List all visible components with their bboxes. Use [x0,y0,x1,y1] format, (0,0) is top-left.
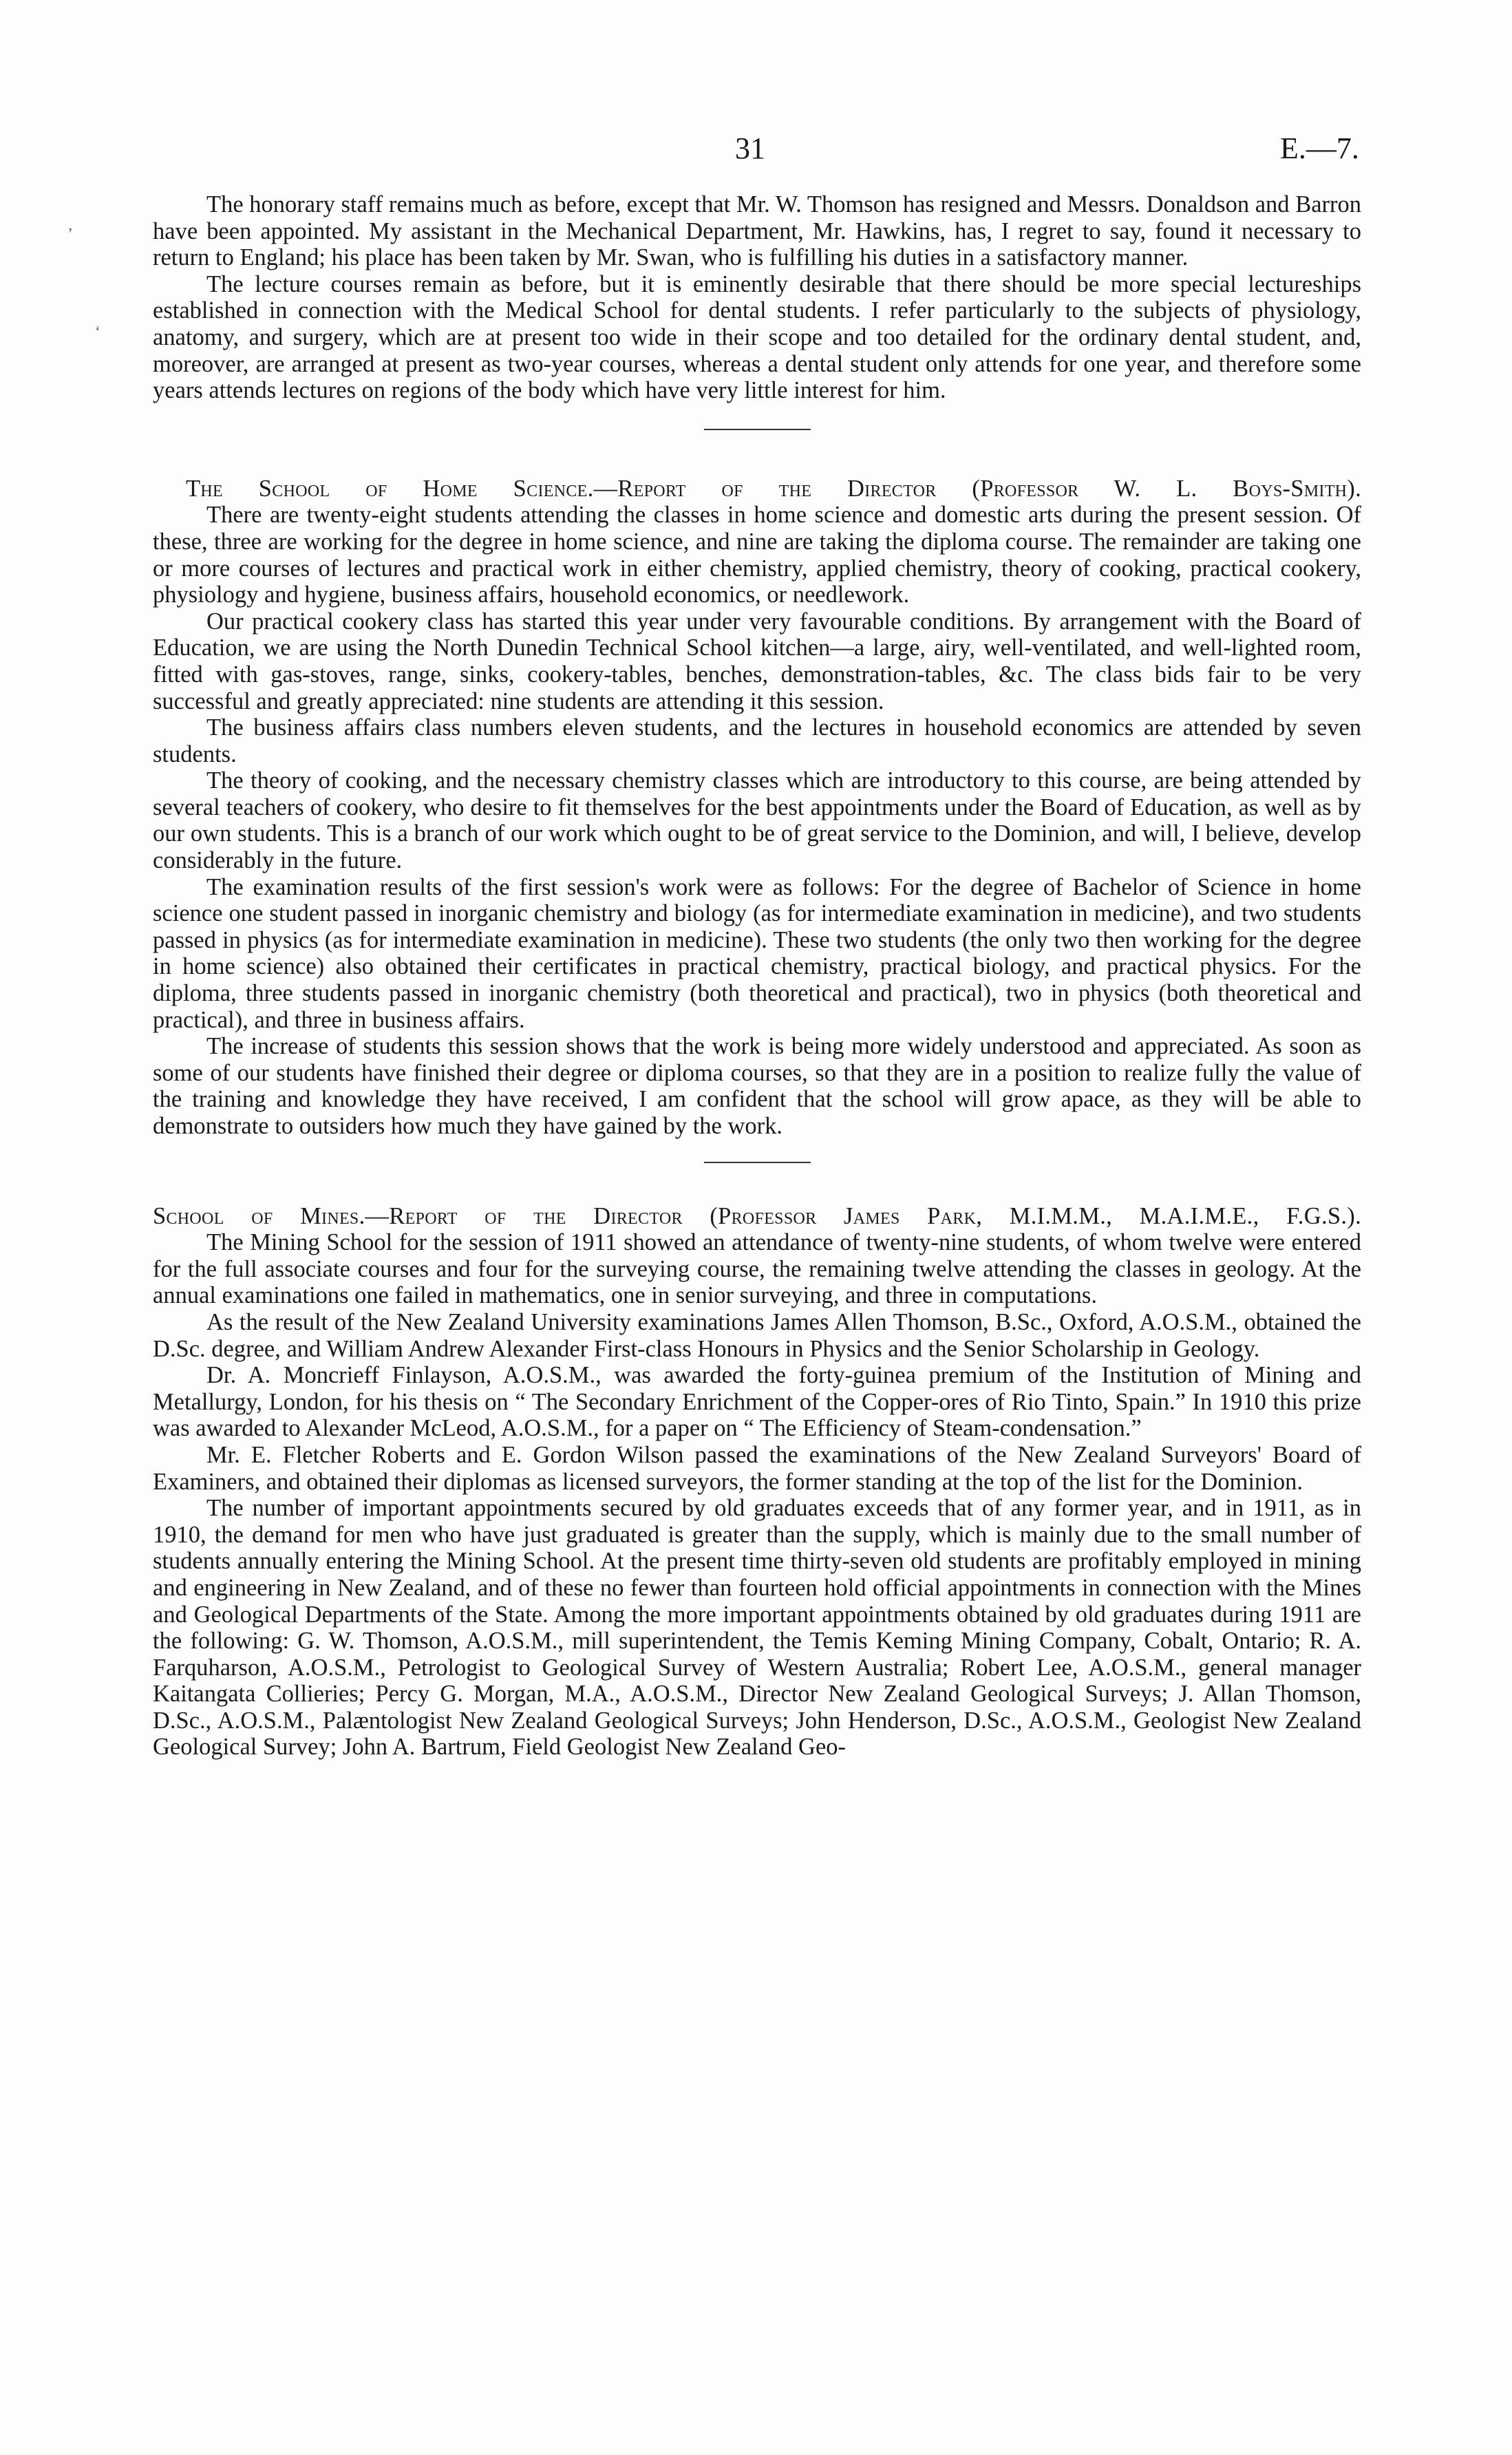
paragraph: The theory of cooking, and the necessary chemistry classes which are introductory to this course, are being attended by several teachers of cookery, who desire to fit themselves for the best appointments under the Board of Education, as well as by our own students. This is a branch of our work which ought to be of great service to the Dominion, and will, I believe, develop considerably in the future. [153,767,1361,874]
school-of-mines-section [153,1203,1361,1761]
paragraph: The business affairs class numbers eleven students, and the lectures in household economics are attended by seven students. [153,714,1361,767]
paragraph: As the result of the New Zealand University examinations James Allen Thomson, B.Sc., Oxford, A.O.S.M., obtained the D.Sc. degree, and William Andrew Alexander First-class Honours in Physics and the Senior Scholarship in Geology. [153,1308,1361,1362]
paragraph: Mr. E. Fletcher Roberts and E. Gordon Wilson passed the examinations of the New Zealand Surveyors' Board of Examiners, and obtained their diplomas as licensed surveyors, the former standing at the top of the list for the Dominion. [153,1441,1361,1495]
section-heading: The School of Home Science.—Report of the Director (Professor W. L. Boys-Smith). [186,475,1361,502]
page-number: 31 [735,131,765,165]
section-heading: School of Mines.—Report of the Director (Professor James Park, M.I.M.M., M.A.I.M.E., F.G.S.). [153,1202,1361,1229]
paragraph: The honorary staff remains much as before, except that Mr. W. Thomson has resigned and Messrs. Donaldson and Barron have been appointed. My assistant in the Mechanical Department, Mr. Hawkins, has, I regret to say, found it necessary to return to England; his place has been taken by Mr. Swan, who is fulfilling his duties in a satisfactory manner. [153,191,1361,271]
paragraph: The increase of students this session shows that the work is being more widely understood and appreciated. As soon as some of our students have finished their degree or diploma courses, so that they are in a position to realize fully the value of the training and knowledge they have received, I am confident that the school will grow apace, as they will be able to demonstrate to outsiders how much they have gained by the work. [153,1033,1361,1139]
paragraph: The number of important appointments secured by old graduates exceeds that of any former year, and in 1911, as in 1910, the demand for men who have just graduated is greater than the supply, which is mainly due to the small number of students annually entering the Mining School. At the present time thirty-seven old students are profitably employed in mining and engineering in New Zealand, and of these no fewer than fourteen hold official appointments in connection with the Mines and Geological Departments of the State. Among the more important appointments obtained by old graduates during 1911 are the following: G. W. Thomson, A.O.S.M., mill superintendent, the Temis Keming Mining Company, Cobalt, Ontario; R. A. Farquharson, A.O.S.M., Petrologist to Geological Survey of Western Australia; Robert Lee, A.O.S.M., general manager Kaitangata Collieries; Percy G. Morgan, M.A., A.O.S.M., Director New Zealand Geological Surveys; J. Allan Thomson, D.Sc., A.O.S.M., Palæntologist New Zealand Geological Surveys; John Henderson, D.Sc., A.O.S.M., Geologist New Zealand Geological Survey; John A. Bartrum, Field Geologist New Zealand Geo- [153,1495,1361,1761]
paragraph: The Mining School for the session of 1911 showed an attendance of twenty-nine students, of whom twelve were entered for the full associate courses and four for the surveying course, the remaining twelve attending the classes in geology. At the annual examinations one failed in mathematics, one in senior surveying, and three in computations. [153,1229,1361,1309]
section-divider [704,1162,811,1163]
margin-mark: ‘ [95,323,100,341]
home-science-section [153,476,1361,1140]
margin-mark: ‚ [67,216,73,234]
paragraph: Dr. A. Moncrieff Finlayson, A.O.S.M., was awarded the forty-guinea premium of the Institution of Mining and Metallurgy, London, for his thesis on “ The Secondary Enrichment of the Copper-ores of Rio Tinto, Spain.” In 1910 this prize was awarded to Alexander McLeod, A.O.S.M., for a paper on “ The Efficiency of Steam-condensation.” [153,1362,1361,1442]
section-divider [704,429,811,430]
text-column [153,191,1361,1761]
document-reference: E.—7. [1280,131,1359,165]
page-header [0,131,1512,172]
paragraph: The examination results of the first session's work were as follows: For the degree of Bachelor of Science in home science one student passed in inorganic chemistry and biology (as for intermediate examination in medicine), and two students passed in physics (as for intermediate examination in medicine). These two students (the only two then working for the degree in home science) also obtained their certificates in practical chemistry, practical biology, and practical physics. For the diploma, three students passed in inorganic chemistry (both theoretical and practical), two in physics (both theoretical and practical), and three in business affairs. [153,873,1361,1033]
paragraph: There are twenty-eight students attending the classes in home science and domestic arts during the present session. Of these, three are working for the degree in home science, and nine are taking the diploma course. The remainder are taking one or more courses of lectures and practical work in either chemistry, applied chemistry, theory of cooking, practical cookery, physiology and hygiene, business affairs, household economics, or needlework. [153,502,1361,608]
paragraph: Our practical cookery class has started this year under very favourable conditions. By arrangement with the Board of Education, we are using the North Dunedin Technical School kitchen—a large, airy, well-ventilated, and well-lighted room, fitted with gas-stoves, range, sinks, cookery-tables, benches, demonstration-tables, &c. The class bids fair to be very successful and greatly appreciated: nine students are attending it this session. [153,608,1361,714]
paragraph: The lecture courses remain as before, but it is eminently desirable that there should be more special lectureships established in connection with the Medical School for dental students. I refer particularly to the subjects of physiology, anatomy, and surgery, which are at present too wide in their scope and too detailed for the ordinary dental student, and, moreover, are arranged at present as two-year courses, whereas a dental student only attends for one year, and therefore some years attends lectures on regions of the body which have very little interest for him. [153,270,1361,404]
